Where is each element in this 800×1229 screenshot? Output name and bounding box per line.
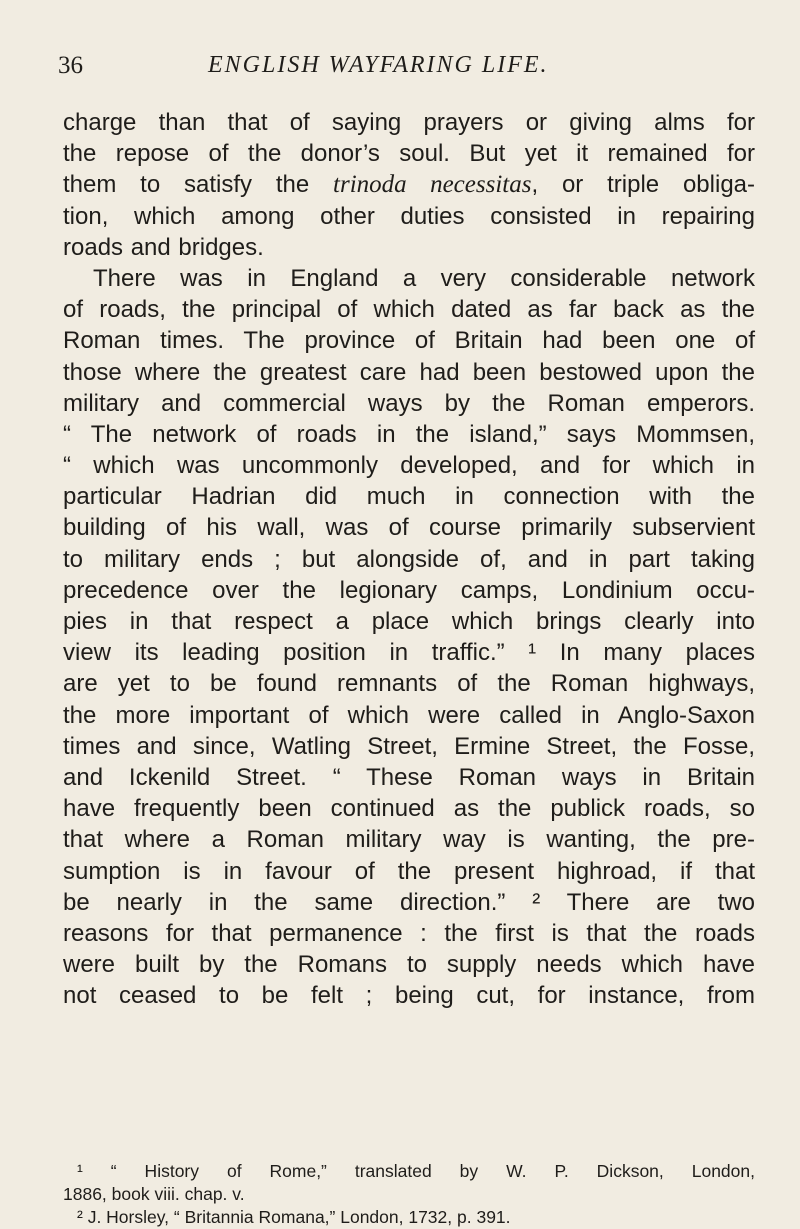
text-line: not ceased to be felt ; being cut, for instance, from	[63, 982, 755, 1010]
text-line: have frequently been continued as the publick roads, so	[63, 795, 755, 823]
text-line: building of his wall, was of course primarily subservient	[63, 514, 755, 542]
footnotes	[63, 1160, 755, 1229]
text-line: roads and bridges.	[63, 233, 264, 261]
text-line: those where the greatest care had been bestowed upon the	[63, 358, 755, 386]
page-header	[58, 52, 758, 92]
text-line: the repose of the donor’s soul. But yet it remained for	[63, 140, 755, 168]
text-line: charge than that of saying prayers or giving alms for	[63, 109, 755, 136]
text-line: and Ickenild Street. “ These Roman ways in Britain	[63, 763, 755, 791]
body-text	[63, 107, 755, 1011]
text-line: “ which was uncommonly developed, and for which in	[63, 452, 755, 480]
text-line: that where a Roman military way is wanting, the pre-	[63, 826, 755, 854]
latin-phrase: trinoda necessitas	[333, 171, 532, 199]
text-line: sumption is in favour of the present highroad, if that	[63, 857, 755, 885]
footnote-2: ² J. Horsley, “ Britannia Romana,” London, 1732, p. 391.	[77, 1207, 511, 1227]
text-line: precedence over the legionary camps, Londinium occu-	[63, 576, 755, 604]
text-line: the more important of which were called in Anglo-Saxon	[63, 701, 755, 729]
text-line: are yet to be found remnants of the Roman highways,	[63, 670, 755, 698]
footnote-1-continued: 1886, book viii. chap. v.	[63, 1184, 245, 1204]
text-line: reasons for that permanence : the first is that the roads	[63, 919, 755, 947]
text-line: times and since, Watling Street, Ermine Street, the Fosse,	[63, 732, 755, 760]
text-line: be nearly in the same direction.” ² There are two	[63, 888, 755, 916]
text-line: were built by the Romans to supply needs which have	[63, 951, 755, 979]
footnote-1: ¹ “ History of Rome,” translated by W. P. Dickson, London,	[77, 1161, 755, 1181]
running-head: ENGLISH WAYFARING LIFE.	[208, 52, 549, 78]
text-line: tion, which among other duties consisted in repairing	[63, 202, 755, 230]
text-line: military and commercial ways by the Roman emperors.	[63, 389, 755, 417]
text-line: pies in that respect a place which brings clearly into	[63, 608, 755, 635]
text-line: of roads, the principal of which dated as far back as the	[63, 296, 755, 324]
text-line: There was in England a very considerable network	[93, 264, 755, 292]
text-line: Roman times. The province of Britain had been one of	[63, 327, 755, 355]
text-run: , or triple obliga-	[531, 171, 755, 199]
text-line: “ The network of roads in the island,” says Mommsen,	[63, 420, 755, 448]
text-line: view its leading position in traffic.” ¹ In many places	[63, 639, 755, 667]
page-number: 36	[58, 52, 83, 79]
text-line	[63, 169, 755, 200]
text-line: particular Hadrian did much in connection with the	[63, 483, 755, 511]
text-line: to military ends ; but alongside of, and in part taking	[63, 545, 755, 573]
text-run: them to satisfy the	[63, 171, 334, 199]
